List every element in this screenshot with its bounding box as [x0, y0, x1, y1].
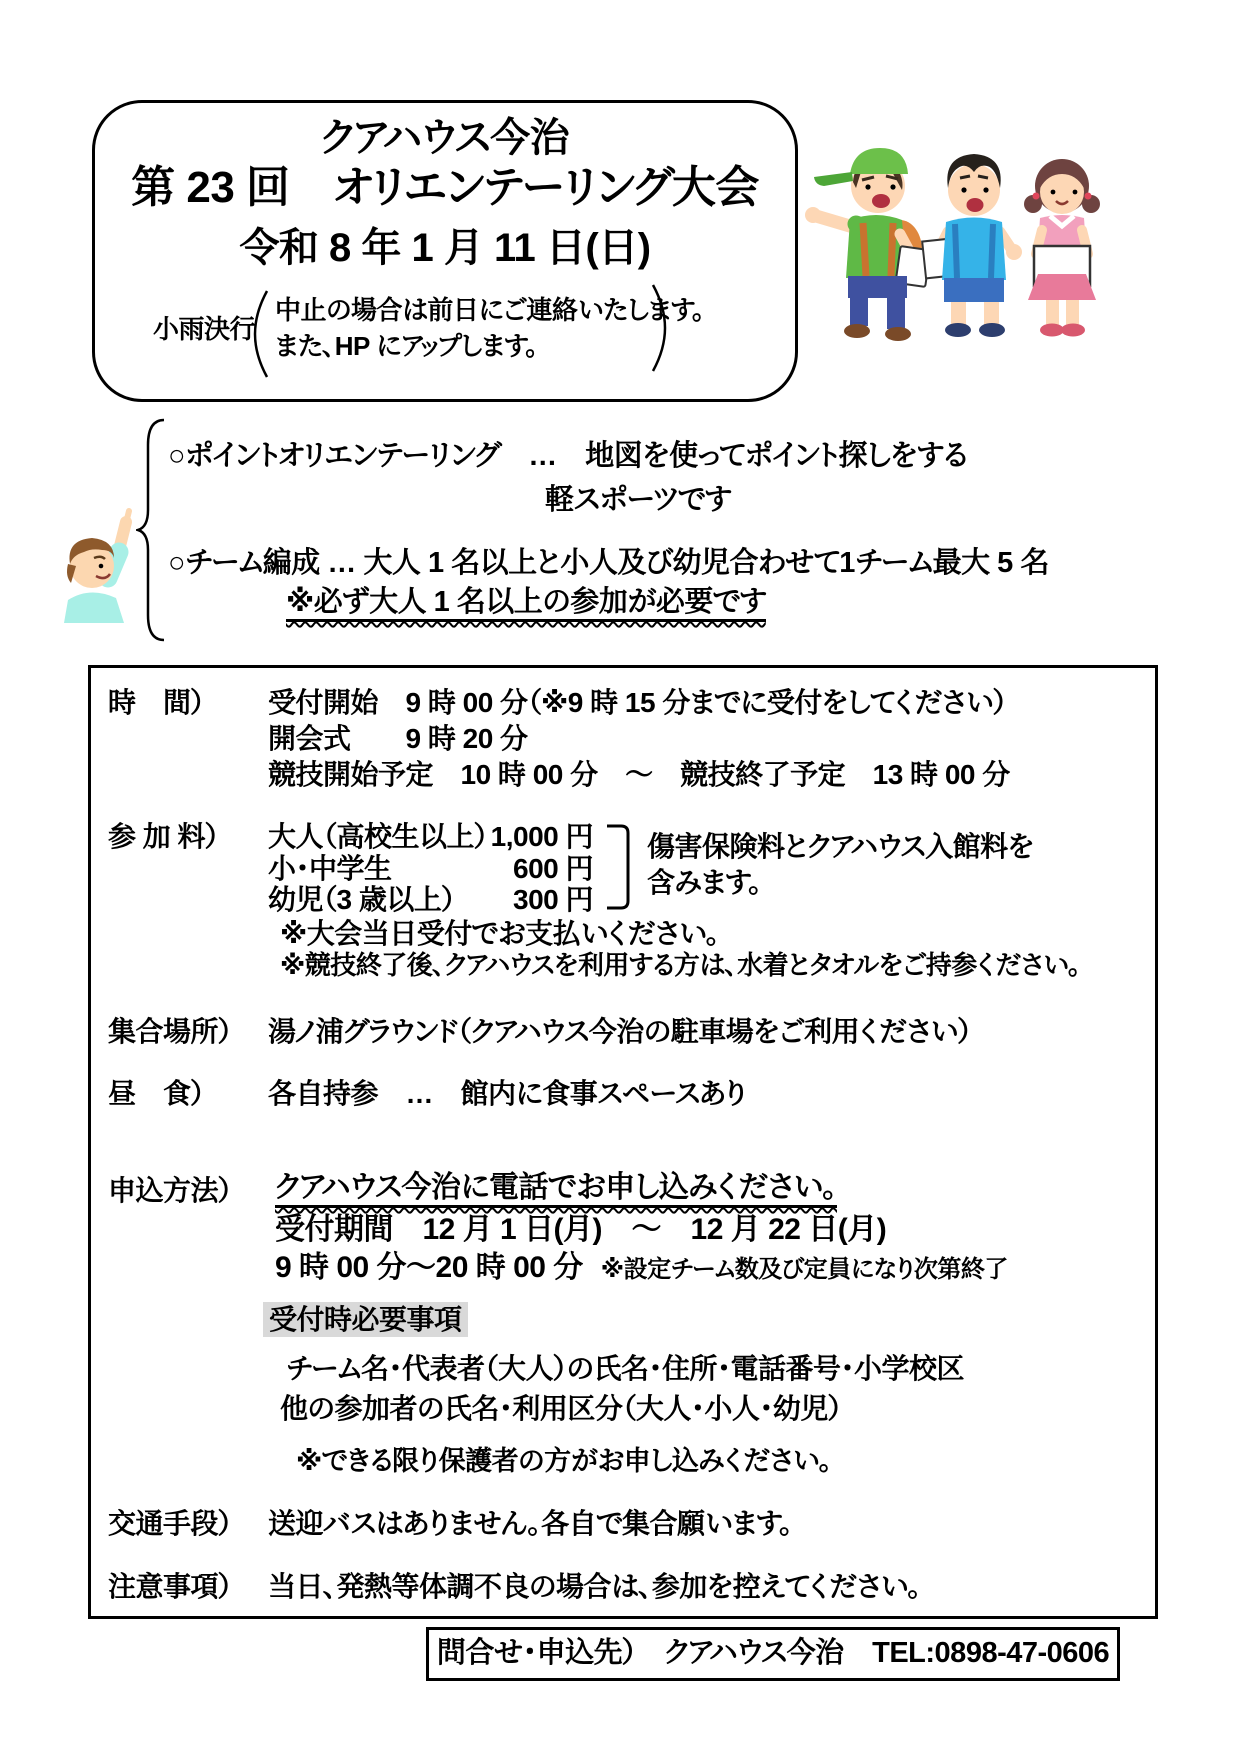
kid-girl	[1024, 159, 1100, 337]
title-event: 第 23 回 オリエンテーリング大会	[131, 163, 759, 212]
rain-note-line2: また、HP にアップします。	[275, 331, 539, 361]
meeting-text: 湯ノ浦グラウンド（クアハウス今治の駐車場をご利用ください）	[268, 1016, 972, 1047]
rain-or-shine-label: 小雨決行	[153, 314, 256, 344]
pointing-person-illustration	[56, 508, 154, 624]
apply-line3-note: ※設定チーム数及び定員になり次第終了	[600, 1256, 1008, 1283]
time-line2: 開会式 9 時 20 分	[268, 723, 528, 754]
team-note-underlined: ※必ず大人 1 名以上の参加が必要です	[286, 586, 766, 622]
apply-label: 申込方法）	[108, 1175, 232, 1206]
lunch-text: 各自持参 … 館内に食事スペースあり	[268, 1078, 746, 1109]
bullet-point-orienteering-cont: 軽スポーツです	[545, 484, 731, 516]
header-box	[92, 100, 798, 402]
time-line3: 競技開始予定 10 時 00 分 ～ 競技終了予定 13 時 00 分	[268, 759, 1010, 790]
fee-price-infant: 300 円	[513, 884, 593, 915]
time-label: 時 間）	[108, 687, 205, 718]
fee-bracket-note1: 傷害保険料とクアハウス入館料を	[647, 831, 1034, 862]
required-items-line1: チーム名・代表者（大人）の氏名・住所・電話番号・小学校区	[286, 1353, 964, 1384]
bullet-team-composition: ○チーム編成 … 大人 1 名以上と小人及び幼児合わせて1チーム最大 5 名	[168, 547, 1049, 579]
fee-row-student: 小・中学生	[268, 853, 392, 884]
caution-text: 当日、発熱等体調不良の場合は、参加を控えてください。	[268, 1571, 922, 1602]
fee-row-infant: 幼児（3 歳以上）	[268, 884, 455, 915]
guardian-note: ※できる限り保護者の方がお申し込みください。	[296, 1446, 832, 1476]
caution-label: 注意事項）	[108, 1571, 232, 1602]
kid-boy	[922, 154, 1022, 337]
fee-price-student: 600 円	[513, 853, 593, 884]
left-paren-icon	[253, 289, 269, 379]
required-items-title: 受付時必要事項	[263, 1302, 468, 1337]
transport-label: 交通手段）	[108, 1508, 232, 1539]
bullet-point-orienteering: ○ポイントオリエンテーリング … 地図を使ってポイント探しをする	[168, 440, 968, 472]
contact-text: 問合せ・申込先） クアハウス今治 TEL:0898-47-0606	[436, 1637, 1110, 1670]
fee-row-adult: 大人（高校生以上）	[268, 821, 488, 852]
fee-label: 参 加 料）	[108, 821, 219, 852]
rain-note-line1: 中止の場合は前日にご連絡いたします。	[275, 295, 705, 325]
transport-text: 送迎バスはありません。各自で集合願います。	[268, 1508, 793, 1539]
apply-line2: 受付期間 12 月 1 日(月) ～ 12 月 22 日(月)	[275, 1213, 887, 1246]
fee-note1: ※大会当日受付でお支払いください。	[280, 918, 720, 949]
right-paren-icon	[651, 283, 667, 373]
apply-line1-underlined: クアハウス今治に電話でお申し込みください。	[275, 1171, 837, 1208]
required-items-line2: 他の参加者の氏名・利用区分（大人・小人・幼児）	[280, 1393, 842, 1424]
children-illustration	[800, 128, 1120, 346]
fee-bracket-note2: 含みます。	[647, 867, 762, 898]
title-date: 令和 8 年 1 月 11 日(日)	[239, 226, 651, 270]
fee-bracket-icon	[605, 823, 631, 911]
lunch-label: 昼 食）	[108, 1078, 205, 1109]
apply-line3-hours: 9 時 00 分～20 時 00 分	[275, 1251, 583, 1284]
meeting-label: 集合場所）	[108, 1016, 232, 1047]
kid-pointing	[805, 148, 930, 341]
title-facility: クアハウス今治	[320, 116, 570, 160]
time-line1: 受付開始 9 時 00 分（※9 時 15 分までに受付をしてください）	[268, 687, 1007, 718]
fee-note2: ※競技終了後、クアハウスを利用する方は、水着とタオルをご持参ください。	[280, 950, 1081, 980]
fee-price-adult: 1,000 円	[490, 821, 593, 852]
details-box	[88, 665, 1158, 1619]
contact-box	[426, 1627, 1120, 1681]
